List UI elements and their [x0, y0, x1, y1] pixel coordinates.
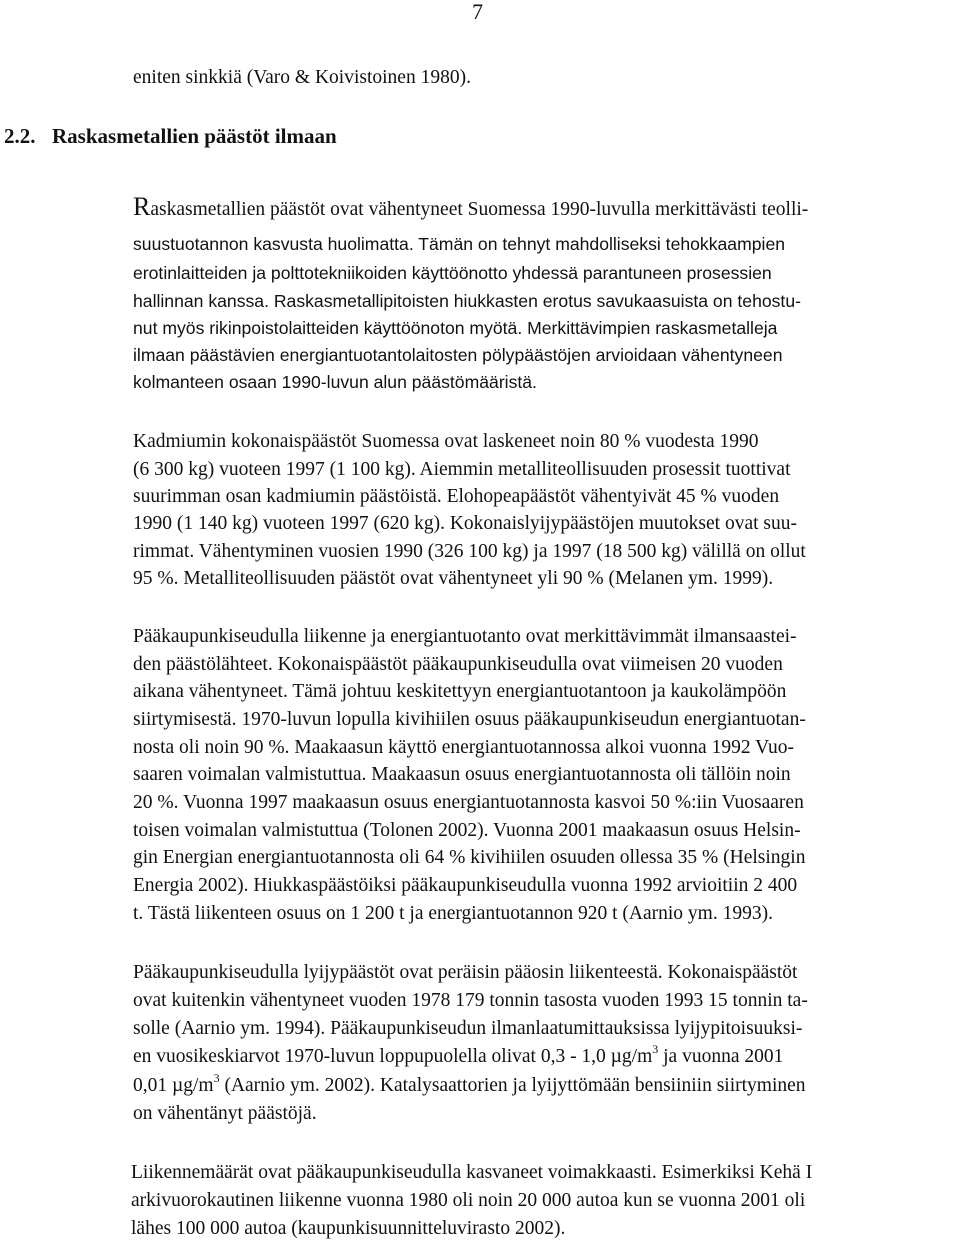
paragraph-line: 20 %. Vuonna 1997 maakaasun osuus energiantuotannosta kasvoi 50 %:iin Vuosaaren — [133, 792, 804, 813]
paragraph-line: Pääkaupunkiseudulla liikenne ja energiantuotanto ovat merkittävimmät ilmansaastei- — [133, 626, 797, 647]
paragraph-line: suurimman osan kadmiumin päästöistä. Elohopeapäästöt vähentyivät 45 % vuoden — [133, 486, 780, 507]
paragraph-line: kolmanteen osaan 1990-luvun alun päästömääristä. — [133, 372, 537, 392]
paragraph-line: ovat kuitenkin vähentyneet vuoden 1978 179 tonnin tasosta vuoden 1993 15 tonnin ta- — [133, 990, 808, 1011]
paragraph-line: 95 %. Metalliteollisuuden päästöt ovat vähentyneet yli 90 % (Melanen ym. 1999). — [133, 568, 774, 589]
paragraph-line: Pääkaupunkiseudulla lyijypäästöt ovat peräisin pääosin liikenteestä. Kokonaispäästöt — [133, 962, 798, 983]
paragraph-line: 1990 (1 140 kg) vuoteen 1997 (620 kg). Kokonaislyijypäästöjen muutokset ovat suu- — [133, 513, 797, 534]
paragraph-line: ilmaan päästävien energiantuotantolaitosten pölypäästöjen arvioidaan vähentyneen — [133, 345, 783, 365]
paragraph-line: Kadmiumin kokonaispäästöt Suomessa ovat laskeneet noin 80 % vuodesta 1990 — [133, 431, 759, 452]
dropcap: R — [133, 192, 151, 221]
paragraph-line: den päästölähteet. Kokonaispäästöt pääkaupunkiseudulla ovat viimeisen 20 vuoden — [133, 654, 783, 675]
paragraph-line: siirtymisestä. 1970-luvun lopulla kivihiilen osuus pääkaupunkiseudun energiantuotan- — [133, 709, 806, 730]
paragraph-line: saaren voimalan valmistuttua. Maakaasun osuus energiantuotannosta oli tällöin noin — [133, 764, 791, 785]
paragraph-line: hallinnan kanssa. Raskasmetallipitoisten hiukkasten erotus savukaasuista on tehostu- — [133, 291, 801, 311]
paragraph-line: t. Tästä liikenteen osuus on 1 200 t ja energiantuotannon 920 t (Aarnio ym. 1993). — [133, 903, 773, 924]
paragraph-line: Liikennemäärät ovat pääkaupunkiseudulla kasvaneet voimakkaasti. Esimerkiksi Kehä I — [131, 1162, 813, 1183]
paragraph-line: Energia 2002). Hiukkaspäästöiksi pääkaupunkiseudulla vuonna 1992 arvioitiin 2 400 — [133, 875, 798, 896]
section-title: Raskasmetallien päästöt ilmaan — [52, 124, 337, 148]
line-text: ja vuonna 2001 — [658, 1046, 784, 1067]
paragraph-line: solle (Aarnio ym. 1994). Pääkaupunkiseudun ilmanlaatumittauksissa lyijypitoisuuksi- — [133, 1018, 803, 1039]
line-text: 0,01 µg/m — [133, 1075, 214, 1096]
line-text: askasmetallien päästöt ovat vähentyneet Suomessa 1990-luvulla merkittävästi teolli- — [150, 199, 809, 220]
paragraph-line: gin Energian energiantuotannosta oli 64 % kivihiilen osuuden ollessa 35 % (Helsingin — [133, 847, 806, 868]
paragraph-line: on vähentänyt päästöjä. — [133, 1103, 317, 1124]
paragraph-line: nut myös rikinpoistolaitteiden käyttöönoton myötä. Merkittävimpien raskasmetalleja — [133, 318, 778, 338]
paragraph-line: (6 300 kg) vuoteen 1997 (1 100 kg). Aiemmin metalliteollisuuden prosessit tuottivat — [133, 459, 791, 480]
line-text: (Aarnio ym. 2002). Katalysaattorien ja lyijyttömään bensiiniin siirtyminen — [219, 1075, 806, 1096]
section-number: 2.2. — [4, 124, 36, 148]
superscript: 3 — [213, 1071, 220, 1085]
paragraph-line — [133, 192, 809, 222]
superscript: 3 — [652, 1042, 659, 1056]
paragraph-line: arkivuorokautinen liikenne vuonna 1980 oli noin 20 000 autoa kun se vuonna 2001 oli — [131, 1190, 806, 1211]
paragraph-line: lähes 100 000 autoa (kaupunkisuunnitteluvirasto 2002). — [131, 1218, 566, 1239]
paragraph-line: nosta oli noin 90 %. Maakaasun käyttö energiantuotannossa alkoi vuonna 1992 Vuo- — [133, 737, 794, 758]
line-text: en vuosikeskiarvot 1970-luvun loppupuolella olivat 0,3 - 1,0 µg/m — [133, 1046, 653, 1067]
paragraph-line — [133, 1071, 806, 1098]
paragraph-line: rimmat. Vähentyminen vuosien 1990 (326 100 kg) ja 1997 (18 500 kg) välillä on ollut — [133, 541, 806, 562]
intro-line: eniten sinkkiä (Varo & Koivistoinen 1980). — [133, 67, 471, 88]
paragraph-line: toisen voimalan valmistuttua (Tolonen 2002). Vuonna 2001 maakaasun osuus Helsin- — [133, 820, 801, 841]
paragraph-line: aikana vähentyneet. Tämä johtuu keskitettyyn energiantuotantoon ja kaukolämpöön — [133, 681, 787, 702]
paragraph-line — [133, 1042, 784, 1069]
paragraph-line: erotinlaitteiden ja polttotekniikoiden käyttöönotto yhdessä parantuneen prosessien — [133, 263, 772, 283]
paragraph-line: suustuotannon kasvusta huolimatta. Tämän on tehnyt mahdolliseksi tehokkaampien — [133, 234, 786, 254]
page-number: 7 — [472, 0, 483, 24]
